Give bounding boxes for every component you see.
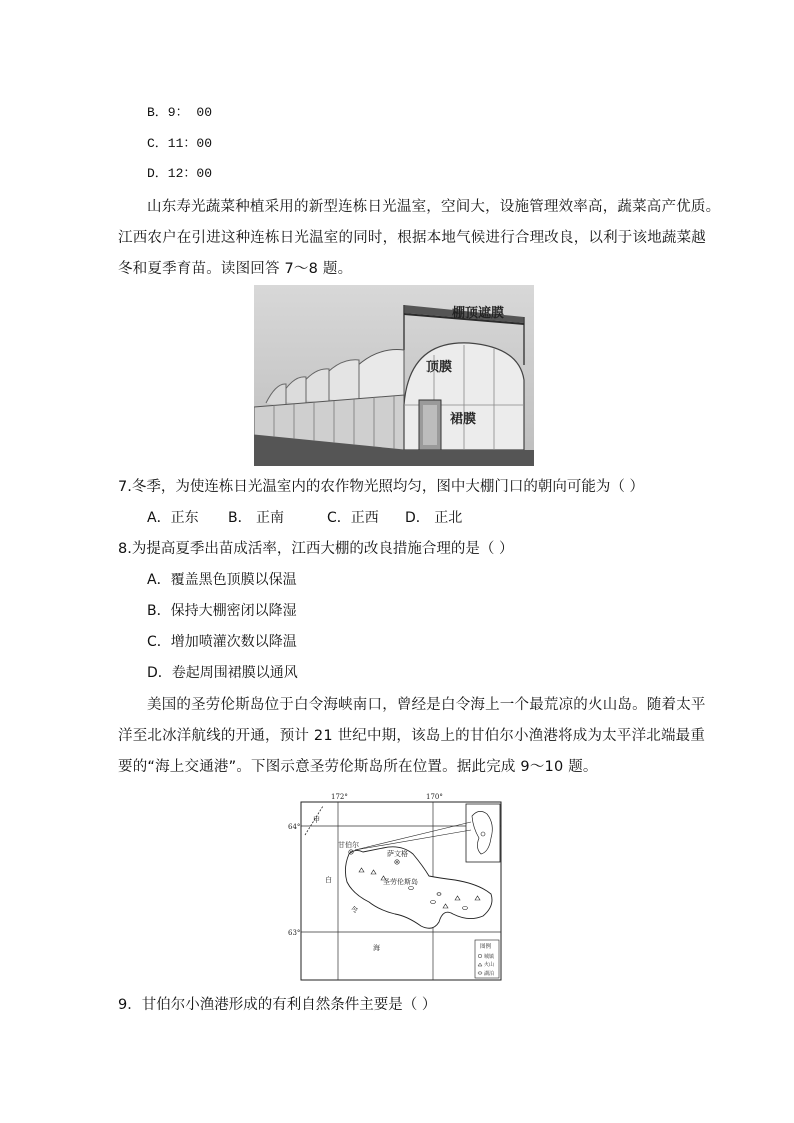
label-roof-shade: 棚顶遮膜 xyxy=(452,306,505,321)
q6-option-b: B．9： 00 xyxy=(147,105,213,120)
intro-9-10-line-3: 要的“海上交通港”。下图示意圣劳伦斯岛所在位置。据此完成 9～10 题。 xyxy=(118,759,598,775)
intro-7-8-line-2: 江西农户在引进这种连栋日光温室的同时，根据本地气候进行合理改良，以利于该地蔬菜越 xyxy=(118,230,706,246)
q7-option-c: C．正西 xyxy=(327,510,379,526)
lon-170-label: 170° xyxy=(426,793,443,801)
lat-64-label: 64° xyxy=(288,823,301,831)
legend-volcano: 火山 xyxy=(484,962,495,968)
legend-lake: 湖泊 xyxy=(484,971,495,977)
q6-option-c: C．11：00 xyxy=(147,136,213,151)
gambell-label: 甘伯尔 xyxy=(338,841,359,849)
q8-option-d: D．卷起周围裙膜以通风 xyxy=(147,665,298,681)
island-label: 圣劳伦斯岛 xyxy=(383,878,418,886)
intro-7-8-line-1: 山东寿光蔬菜种植采用的新型连栋日光温室，空间大，设施管理效率高，蔬菜高产优质。 xyxy=(147,199,721,215)
savoonga-label: 萨文格 xyxy=(387,850,408,858)
sea-label-hai: 海 xyxy=(373,944,380,952)
legend-title: 图例 xyxy=(480,944,492,950)
legend-town: 城镇 xyxy=(484,954,495,960)
q8-option-b: B．保持大棚密闭以降湿 xyxy=(147,603,297,619)
q8-option-a: A．覆盖黑色顶膜以保温 xyxy=(147,572,297,588)
greenhouse-photo xyxy=(254,285,534,466)
label-skirt-film: 裙膜 xyxy=(450,412,477,427)
intro-9-10-line-1: 美国的圣劳伦斯岛位于白令海峡南口，曾经是白令海上一个最荒凉的火山岛。随着太平 xyxy=(147,697,706,713)
label-top-film: 顶膜 xyxy=(426,360,453,375)
q7-option-b: B． 正南 xyxy=(228,510,285,526)
jia-label: 甲 xyxy=(313,816,320,824)
q8-stem: 8.为提高夏季出苗成活率，江西大棚的改良措施合理的是（ ） xyxy=(118,541,514,557)
sea-label-bai: 白 xyxy=(325,876,332,884)
q7-option-d: D． 正北 xyxy=(405,510,463,526)
intro-7-8-line-3: 冬和夏季育苗。读图回答 7～8 题。 xyxy=(118,261,353,277)
lat-63-label: 63° xyxy=(288,929,301,937)
lon-172-label: 172° xyxy=(331,793,348,801)
q8-option-c: C．增加喷灌次数以降温 xyxy=(147,634,297,650)
st-lawrence-island-map xyxy=(283,790,513,982)
q7-option-a: A．正东 xyxy=(147,510,199,526)
sea-label-ling: 令 xyxy=(351,906,358,914)
intro-9-10-line-2: 洋至北冰洋航线的开通，预计 21 世纪中期，该岛上的甘伯尔小渔港将成为太平洋北端最重 xyxy=(118,728,706,744)
q9-stem: 9．甘伯尔小渔港形成的有利自然条件主要是（ ） xyxy=(118,997,437,1013)
q7-stem: 7.冬季，为使连栋日光温室内的农作物光照均匀，图中大棚门口的朝向可能为（ ） xyxy=(118,479,644,495)
q6-option-d: D．12：00 xyxy=(147,166,213,181)
